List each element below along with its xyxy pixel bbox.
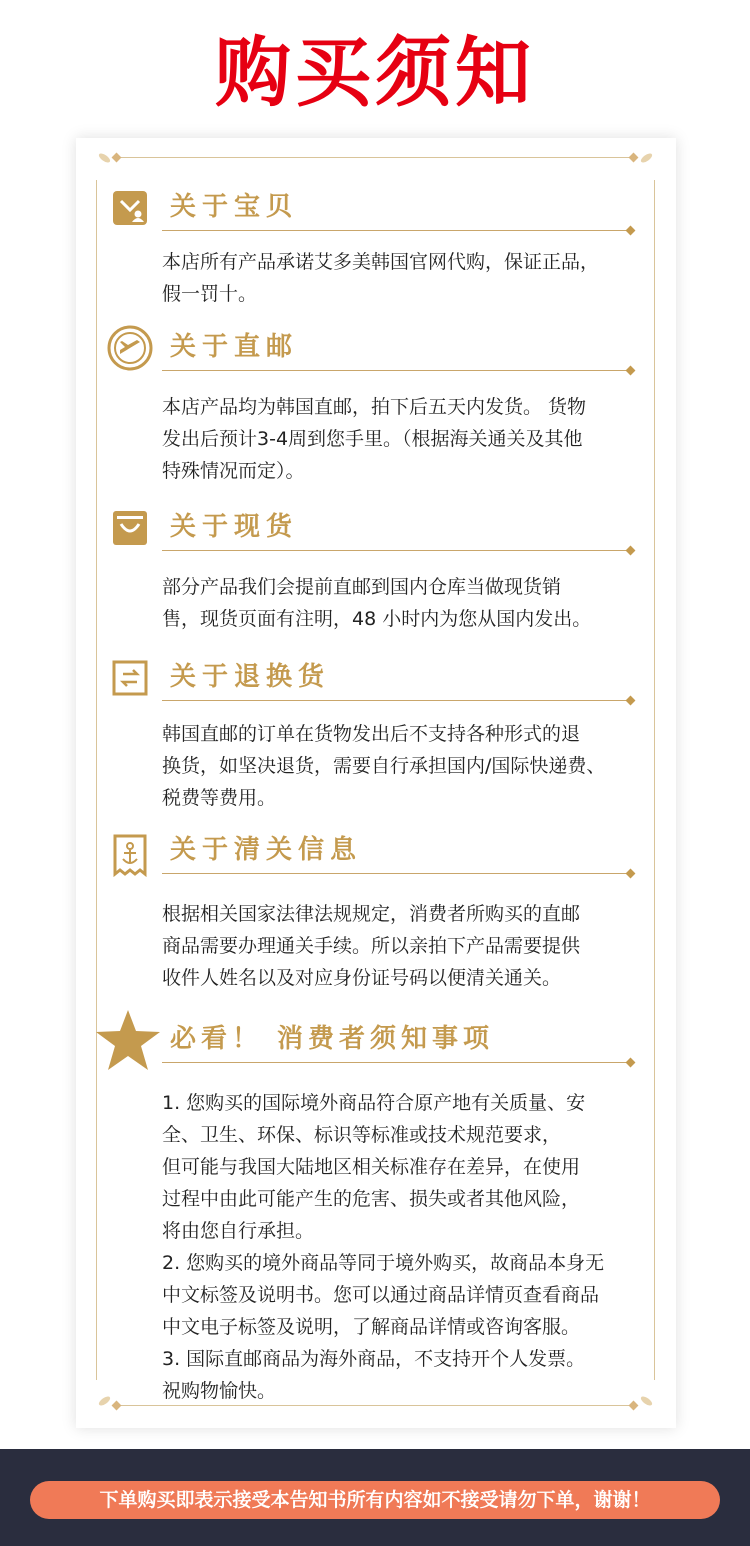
anchor-receipt-icon [112, 833, 148, 877]
text-line: 韩国直邮的订单在货物发出后不支持各种形式的退 [162, 723, 581, 745]
section-diamond [626, 696, 636, 706]
section-must-read-header [112, 1022, 642, 1066]
section-must-read-body [162, 1087, 634, 1407]
section-rule [162, 370, 628, 371]
section-in-stock-header [112, 510, 642, 554]
frame-left-line [96, 180, 97, 1380]
section-returns-header [112, 660, 642, 704]
section-in-stock-body [162, 571, 634, 635]
section-title: 关于宝贝 [170, 192, 299, 222]
text-line: 税费等费用。 [162, 787, 277, 809]
section-diamond [626, 226, 636, 236]
text-line: 本店所有产品承诺艾多美韩国官网代购，保证正品， [162, 251, 600, 273]
section-customs-body [162, 898, 634, 994]
section-title: 关于现货 [170, 512, 299, 542]
text-line: 本店产品均为韩国直邮，拍下后五天内发货。 货物 [162, 396, 587, 418]
section-returns-body [162, 718, 634, 814]
section-customs-header [112, 833, 642, 877]
text-line: 过程中由此可能产生的危害、损失或者其他风险， [162, 1188, 581, 1210]
frame-right-line [654, 180, 655, 1380]
text-line: 部分产品我们会提前直邮到国内仓库当做现货销 [162, 576, 562, 598]
text-line: 祝购物愉快。 [162, 1380, 277, 1402]
section-diamond [626, 366, 636, 376]
text-line: 商品需要办理通关手续。所以亲拍下产品需要提供 [162, 935, 581, 957]
footer-notice-pill: 下单购买即表示接受本告知书所有内容如不接受请勿下单，谢谢！ [30, 1481, 720, 1519]
section-diamond [626, 546, 636, 556]
text-line: 售，现货页面有注明，48 小时内为您从国内发出。 [162, 608, 592, 630]
section-rule [162, 873, 628, 874]
exchange-icon [112, 660, 148, 696]
section-diamond [626, 869, 636, 879]
frame-top-line [116, 157, 634, 158]
text-line: 根据相关国家法律法规规定，消费者所购买的直邮 [162, 903, 581, 925]
section-diamond [626, 1058, 636, 1068]
page-title: 购买须知 [215, 28, 535, 117]
airplane-icon [106, 324, 154, 372]
section-title: 关于退换货 [170, 662, 331, 692]
section-title: 必看！ 消费者须知事项 [170, 1024, 495, 1054]
section-rule [162, 550, 628, 551]
section-rule [162, 700, 628, 701]
text-line: 全、卫生、环保、标识等标准或技术规范要求， [162, 1124, 562, 1146]
text-line: 但可能与我国大陆地区相关标准存在差异，在使用 [162, 1156, 581, 1178]
text-line: 收件人姓名以及对应身份证号码以便清关通关。 [162, 967, 562, 989]
text-line: 2. 您购买的境外商品等同于境外购买，故商品本身无 [162, 1252, 605, 1274]
text-line: 中文标签及说明书。您可以通过商品详情页查看商品 [162, 1284, 600, 1306]
text-line: 假一罚十。 [162, 283, 258, 305]
star-icon [94, 1008, 162, 1072]
section-direct-mail-body [162, 391, 634, 487]
section-title: 关于清关信息 [170, 835, 363, 865]
section-direct-mail-header [112, 330, 642, 374]
shopping-bag-icon [112, 510, 148, 546]
text-line: 发出后预计3-4周到您手里。（根据海关通关及其他 [162, 428, 583, 450]
section-title: 关于直邮 [170, 332, 299, 362]
bag-icon [112, 190, 148, 226]
section-rule [162, 1062, 628, 1063]
text-line: 将由您自行承担。 [162, 1220, 315, 1242]
text-line: 1. 您购买的国际境外商品符合原产地有关质量、安 [162, 1092, 586, 1114]
text-line: 中文电子标签及说明，了解商品详情或咨询客服。 [162, 1316, 581, 1338]
section-about-product-body [162, 246, 634, 310]
section-rule [162, 230, 628, 231]
text-line: 3. 国际直邮商品为海外商品，不支持开个人发票。 [162, 1348, 586, 1370]
text-line: 换货，如坚决退货，需要自行承担国内/国际快递费、 [162, 755, 606, 777]
section-about-product-header [112, 190, 642, 234]
text-line: 特殊情况而定）。 [162, 460, 305, 482]
